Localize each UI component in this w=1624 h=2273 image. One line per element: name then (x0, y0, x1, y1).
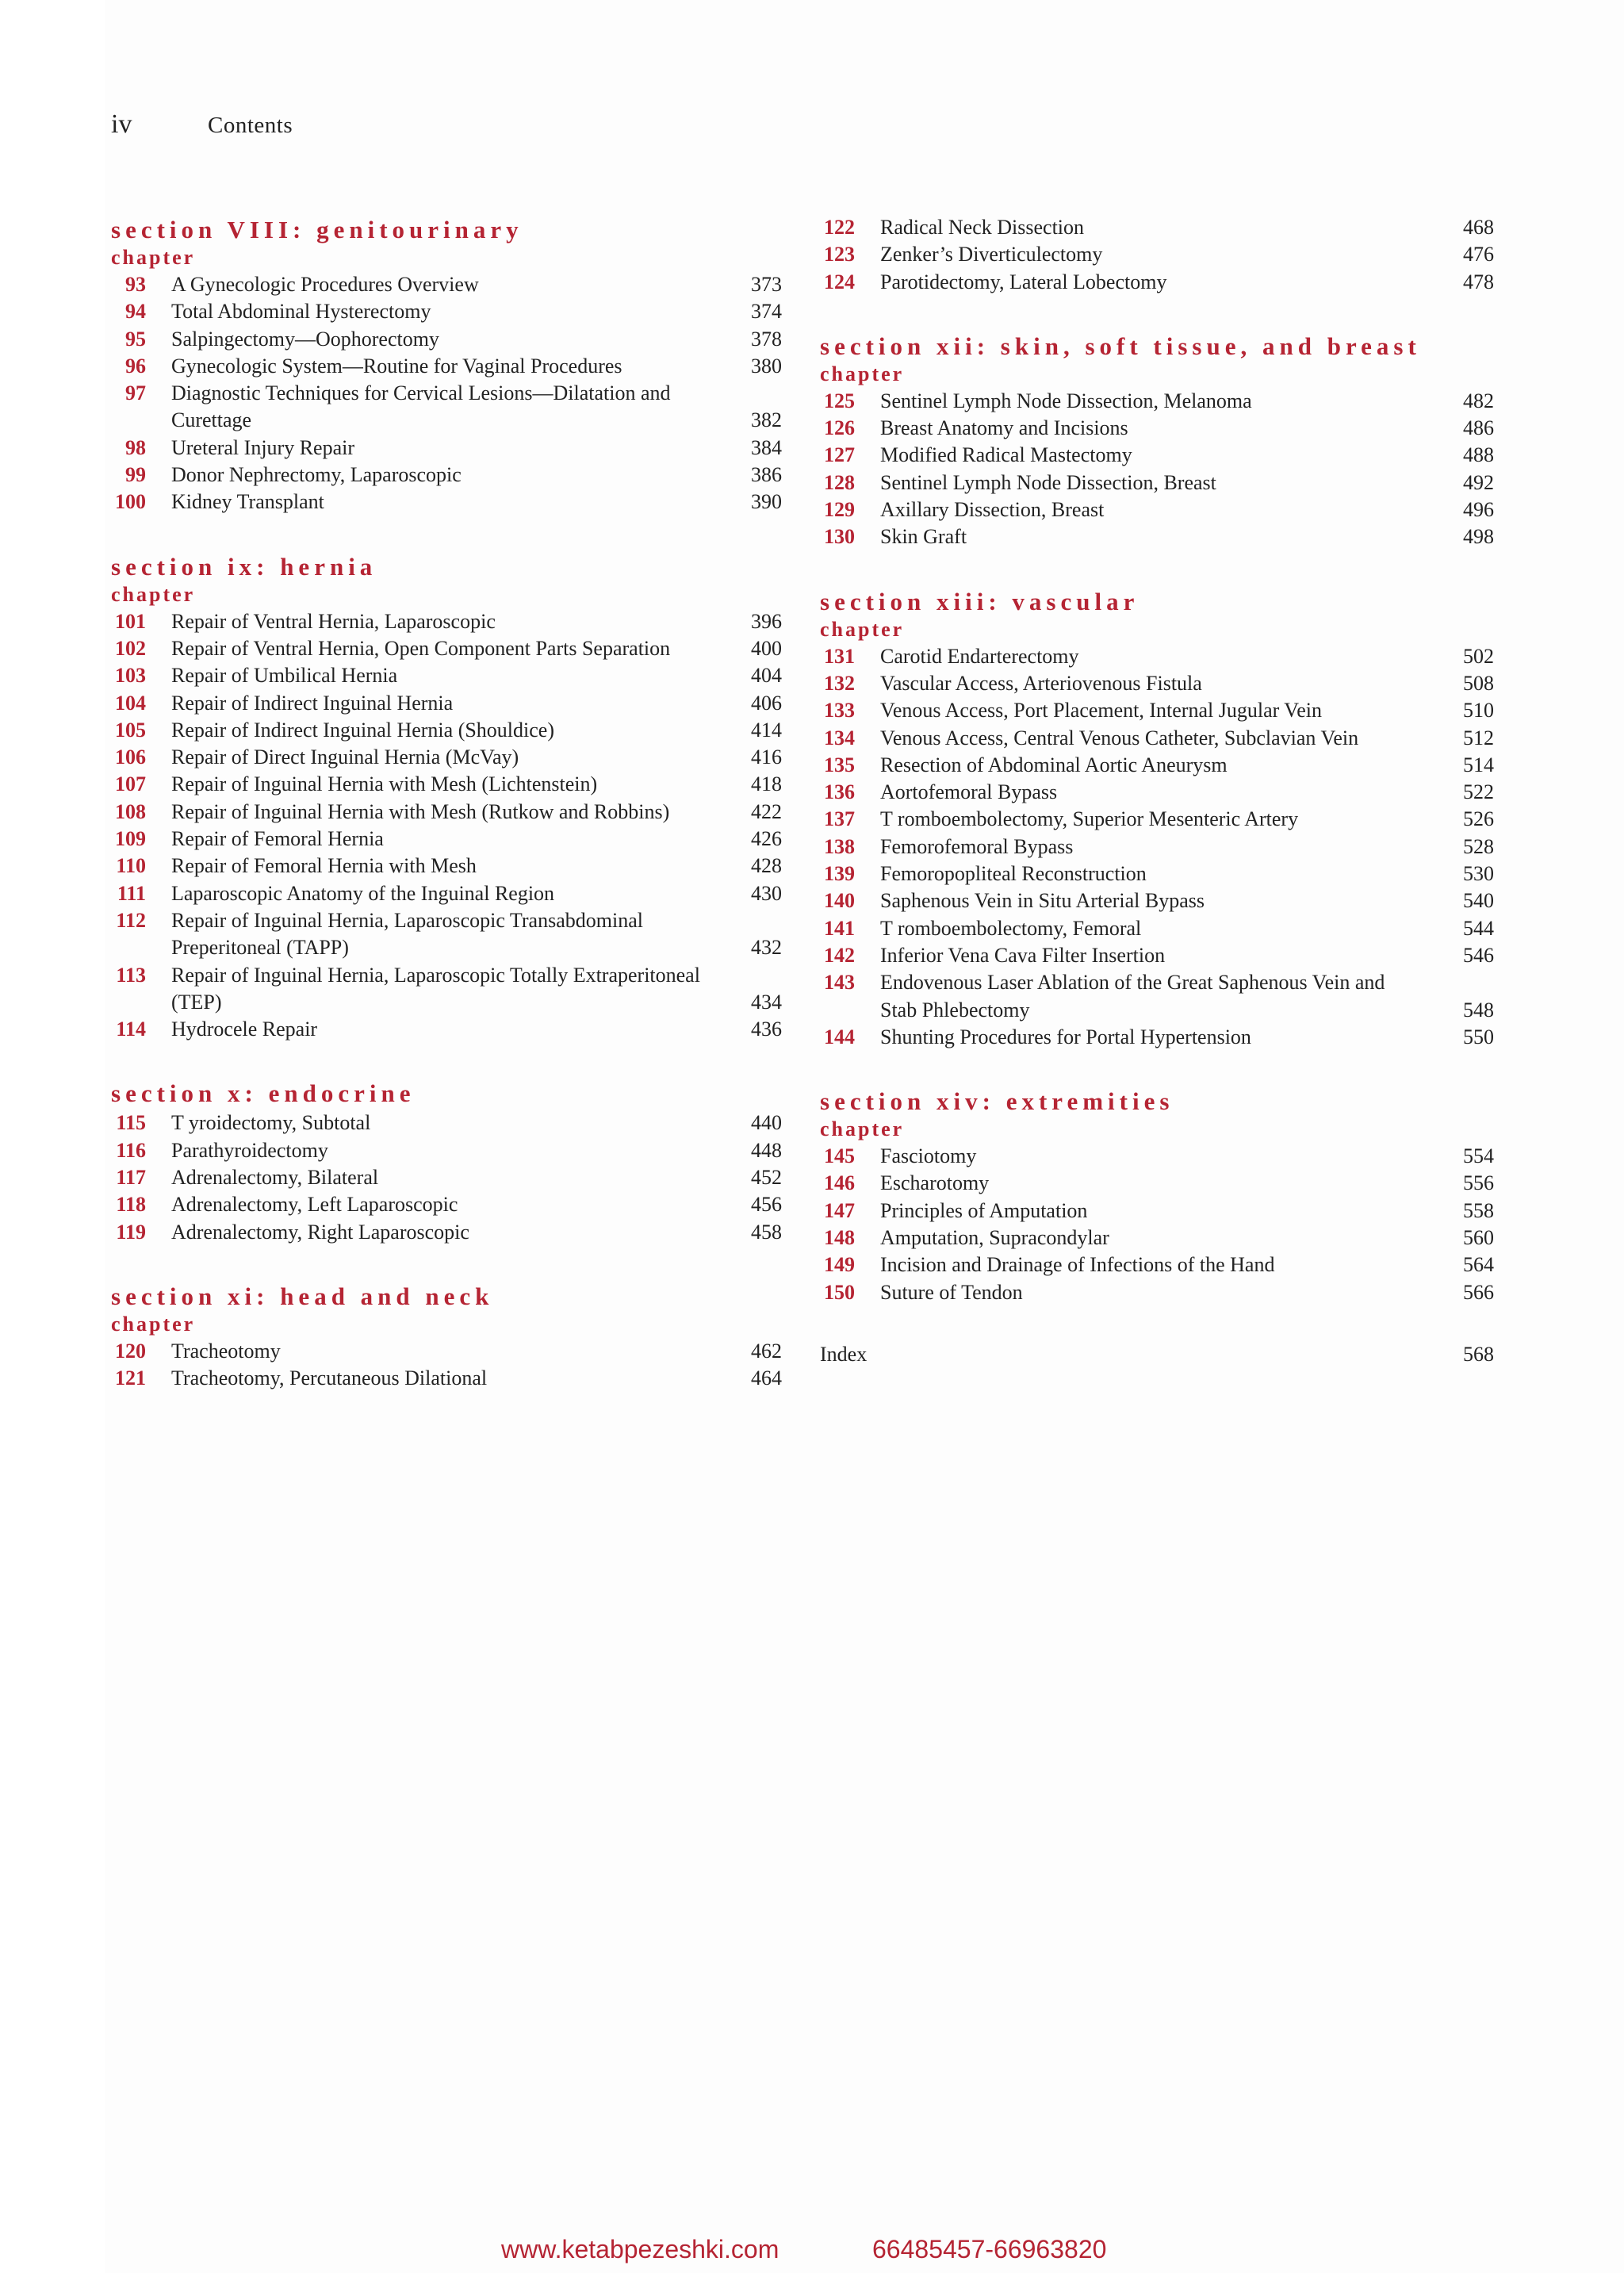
chapter-number: 135 (824, 753, 855, 776)
toc-entry[interactable] (820, 806, 1494, 833)
page-ref: 418 (751, 772, 782, 796)
page-ref: 468 (1463, 216, 1494, 239)
page-ref: 544 (1463, 916, 1494, 940)
toc-entry[interactable] (820, 1170, 1494, 1197)
chapter-number: 115 (116, 1111, 146, 1135)
page-ref: 526 (1463, 807, 1494, 831)
chapter-title: Endovenous Laser Ablation of the Great Saphenous Vein and Stab Phlebectomy (880, 971, 1385, 1022)
toc-entry[interactable] (820, 442, 1494, 469)
toc-entry[interactable] (820, 241, 1494, 268)
page-ref: 486 (1463, 416, 1494, 440)
chapter-number: 97 (125, 381, 146, 405)
chapter-number: 96 (125, 354, 146, 378)
toc-entry[interactable] (820, 915, 1494, 942)
page-ref: 440 (751, 1111, 782, 1135)
chapter-title: T romboembolectomy, Femoral (880, 916, 1142, 940)
chapter-number: 123 (824, 243, 855, 266)
footer-phone: 66485457-66963820 (872, 2235, 1107, 2263)
page-ref: 540 (1463, 889, 1494, 913)
chapter-number: 107 (115, 772, 146, 796)
chapter-title: Tracheotomy (171, 1339, 281, 1363)
toc-entry[interactable] (820, 496, 1494, 523)
chapter-label: chapter (820, 617, 905, 641)
chapter-title: Resection of Abdominal Aortic Aneurysm (880, 753, 1228, 776)
toc-entry[interactable] (820, 523, 1494, 550)
chapter-title: Laparoscopic Anatomy of the Inguinal Region (171, 881, 555, 905)
chapter-number: 137 (824, 807, 855, 831)
section-heading: section xi: head and neck (111, 1282, 494, 1310)
page-ref: 554 (1463, 1144, 1494, 1168)
chapter-title: Repair of Femoral Hernia (171, 827, 384, 851)
chapter-number: 105 (115, 718, 146, 742)
chapter-number: 93 (125, 273, 146, 296)
toc-entry[interactable] (111, 271, 782, 298)
toc-entry[interactable] (111, 826, 782, 853)
chapter-title: Principles of Amputation (880, 1198, 1088, 1222)
toc-entry[interactable] (820, 834, 1494, 861)
chapter-number: 114 (116, 1018, 146, 1041)
chapter-title: Parathyroidectomy (171, 1138, 328, 1162)
chapter-number: 106 (115, 746, 146, 769)
chapter-title: Gynecologic System—Routine for Vaginal Procedures (171, 354, 622, 378)
toc-entry[interactable] (111, 462, 782, 489)
chapter-title: Femoropopliteal Reconstruction (880, 862, 1147, 886)
chapter-title: Incision and Drainage of Infections of the Hand (880, 1253, 1275, 1277)
chapter-number: 120 (115, 1339, 146, 1363)
chapter-number: 146 (824, 1171, 855, 1195)
page-ref: 510 (1463, 699, 1494, 723)
page-ref: 386 (751, 463, 782, 487)
chapter-number: 140 (824, 889, 855, 913)
page-ref: 498 (1463, 525, 1494, 549)
toc-entry[interactable] (820, 725, 1494, 752)
toc-entry[interactable] (820, 415, 1494, 442)
chapter-number: 134 (824, 726, 855, 749)
chapter-title: Diagnostic Techniques for Cervical Lesions—Dilatation and Curettage (171, 381, 671, 432)
page-ref: 428 (751, 854, 782, 878)
page-ref: 566 (1463, 1280, 1494, 1304)
section-heading: section ix: hernia (111, 552, 377, 581)
page-ref: 528 (1463, 834, 1494, 858)
chapter-title: T romboembolectomy, Superior Mesenteric Artery (880, 807, 1299, 831)
chapter-title: Saphenous Vein in Situ Arterial Bypass (880, 889, 1205, 913)
contents-column-left (111, 214, 782, 1428)
chapter-title: Sentinel Lymph Node Dissection, Breast (880, 470, 1216, 494)
toc-entry[interactable] (111, 489, 782, 516)
chapter-number: 101 (115, 609, 146, 633)
chapter-title: Adrenalectomy, Left Laparoscopic (171, 1193, 458, 1217)
chapter-number: 130 (824, 525, 855, 549)
toc-entry[interactable] (820, 269, 1494, 296)
chapter-number: 124 (824, 270, 855, 293)
page-ref: 434 (751, 990, 782, 1014)
chapter-title: Amputation, Supracondylar (880, 1226, 1109, 1250)
page-ref: 436 (751, 1018, 782, 1041)
chapter-number: 100 (115, 490, 146, 514)
chapter-title: Venous Access, Port Placement, Internal Jugular Vein (880, 699, 1322, 723)
chapter-number: 95 (125, 327, 146, 351)
chapter-number: 116 (116, 1138, 146, 1162)
toc-entry[interactable] (111, 1338, 782, 1365)
chapter-title: Salpingectomy—Oophorectomy (171, 327, 439, 351)
chapter-number: 103 (115, 664, 146, 688)
page-ref: 530 (1463, 862, 1494, 886)
page-ref: 380 (751, 354, 782, 378)
page-ref: 414 (751, 718, 782, 742)
page-ref: 514 (1463, 753, 1494, 776)
page-title: Contents (208, 113, 293, 138)
contents-column-right (820, 214, 1494, 1368)
chapter-title: Repair of Inguinal Hernia with Mesh (Lichtenstein) (171, 772, 598, 796)
toc-section (111, 1078, 782, 1245)
page-ref: 502 (1463, 644, 1494, 668)
chapter-number: 118 (116, 1193, 146, 1217)
chapter-number: 117 (116, 1166, 146, 1190)
chapter-title: Repair of Inguinal Hernia with Mesh (Rutkow and Robbins) (171, 799, 670, 823)
chapter-title: Shunting Procedures for Portal Hypertension (880, 1025, 1251, 1048)
chapter-title: Hydrocele Repair (171, 1018, 318, 1041)
chapter-title: Inferior Vena Cava Filter Insertion (880, 943, 1166, 967)
toc-entry[interactable] (820, 887, 1494, 914)
toc-entry[interactable] (111, 690, 782, 717)
chapter-number: 99 (125, 463, 146, 487)
chapter-number: 121 (115, 1366, 146, 1390)
toc-entry[interactable] (111, 744, 782, 771)
page-ref: 548 (1463, 998, 1494, 1022)
toc-entry[interactable] (111, 799, 782, 826)
page-ref: 556 (1463, 1171, 1494, 1195)
chapter-title: Adrenalectomy, Bilateral (171, 1166, 379, 1190)
chapter-number: 126 (824, 416, 855, 440)
toc-entry[interactable] (111, 326, 782, 353)
toc-section (820, 214, 1494, 296)
page-ref: 464 (751, 1366, 782, 1390)
page-ref: 378 (751, 327, 782, 351)
toc-entry[interactable] (111, 1365, 782, 1392)
toc-entry[interactable] (111, 771, 782, 798)
chapter-title: Repair of Indirect Inguinal Hernia (171, 691, 454, 715)
toc-entry[interactable] (820, 969, 1494, 1024)
page-ref: 492 (1463, 470, 1494, 494)
toc-entry[interactable] (111, 1016, 782, 1043)
toc-section (820, 586, 1494, 1051)
chapter-title: Tracheotomy, Percutaneous Dilational (171, 1366, 488, 1390)
page-ref: 456 (751, 1193, 782, 1217)
toc-index-entry[interactable] (820, 1341, 1494, 1368)
chapter-label: chapter (111, 246, 196, 269)
chapter-label: chapter (111, 582, 196, 606)
page-ref: 488 (1463, 443, 1494, 467)
chapter-number: 112 (116, 908, 146, 932)
toc-section (111, 551, 782, 1044)
chapter-number: 139 (824, 862, 855, 886)
chapter-title: Repair of Ventral Hernia, Open Component Parts Separation (171, 636, 671, 660)
page-ref: 512 (1463, 726, 1494, 749)
chapter-number: 141 (824, 916, 855, 940)
chapter-number: 142 (824, 943, 855, 967)
section-heading: section xii: skin, soft tissue, and breast (820, 332, 1421, 360)
toc-entry[interactable] (820, 779, 1494, 806)
toc-entry[interactable] (111, 1164, 782, 1191)
page-ref: 416 (751, 746, 782, 769)
toc-entry[interactable] (111, 962, 782, 1017)
page-ref: 390 (751, 490, 782, 514)
chapter-title: Repair of Inguinal Hernia, Laparoscopic Transabdominal Preperitoneal (TAPP) (171, 908, 643, 960)
toc-section (820, 331, 1494, 551)
page-ref: 422 (751, 799, 782, 823)
toc-entry[interactable] (820, 1198, 1494, 1225)
chapter-title: Escharotomy (880, 1171, 990, 1195)
toc-entry[interactable] (111, 907, 782, 962)
chapter-title: Breast Anatomy and Incisions (880, 416, 1128, 440)
page-ref: 564 (1463, 1253, 1494, 1277)
page-ref: 522 (1463, 780, 1494, 804)
page-ref: 406 (751, 691, 782, 715)
chapter-title: Venous Access, Central Venous Catheter, Subclavian Vein (880, 726, 1359, 749)
page-ref: 396 (751, 609, 782, 633)
toc-section (111, 1281, 782, 1393)
chapter-title: Donor Nephrectomy, Laparoscopic (171, 463, 462, 487)
section-heading: section x: endocrine (111, 1079, 416, 1108)
chapter-number: 131 (824, 644, 855, 668)
page-ref: 496 (1463, 498, 1494, 522)
chapter-title: Fasciotomy (880, 1144, 977, 1168)
chapter-title: Zenker’s Diverticulectomy (880, 243, 1103, 266)
chapter-number: 133 (824, 699, 855, 723)
page-ref: 546 (1463, 943, 1494, 967)
toc-entry[interactable] (820, 752, 1494, 779)
chapter-number: 150 (824, 1280, 855, 1304)
section-heading: section xiii: vascular (820, 587, 1139, 615)
page-ref: 432 (751, 936, 782, 960)
chapter-number: 144 (824, 1025, 855, 1048)
chapter-number: 109 (115, 827, 146, 851)
toc-entry[interactable] (820, 1143, 1494, 1170)
page-ref: 476 (1463, 243, 1494, 266)
toc-entry[interactable] (820, 388, 1494, 415)
page-ref: 452 (751, 1166, 782, 1190)
chapter-label: chapter (111, 1312, 196, 1336)
chapter-number: 119 (116, 1220, 146, 1244)
index-page-ref: 568 (1463, 1342, 1494, 1366)
page-ref: 560 (1463, 1226, 1494, 1250)
page-number: iv (111, 109, 132, 139)
chapter-title: Suture of Tendon (880, 1280, 1023, 1304)
chapter-title: Kidney Transplant (171, 490, 324, 514)
chapter-number: 111 (117, 881, 146, 905)
page-ref: 550 (1463, 1025, 1494, 1048)
chapter-number: 136 (824, 780, 855, 804)
toc-entry[interactable] (111, 662, 782, 689)
toc-entry[interactable] (820, 1024, 1494, 1051)
toc-entry[interactable] (111, 608, 782, 635)
toc-entry[interactable] (111, 1137, 782, 1164)
page-ref: 482 (1463, 389, 1494, 412)
chapter-number: 102 (115, 636, 146, 660)
page-ref: 508 (1463, 671, 1494, 695)
chapter-title: Vascular Access, Arteriovenous Fistula (880, 671, 1202, 695)
chapter-number: 143 (824, 971, 855, 995)
page-ref: 400 (751, 636, 782, 660)
chapter-title: Modified Radical Mastectomy (880, 443, 1132, 467)
chapter-number: 148 (824, 1226, 855, 1250)
chapter-title: Femorofemoral Bypass (880, 834, 1074, 858)
chapter-label: chapter (820, 362, 905, 385)
section-heading: section VIII: genitourinary (111, 216, 523, 243)
chapter-title: Axillary Dissection, Breast (880, 498, 1105, 522)
toc-section (111, 214, 782, 516)
page-ref: 558 (1463, 1198, 1494, 1222)
chapter-number: 138 (824, 834, 855, 858)
chapter-title: Aortofemoral Bypass (880, 780, 1058, 804)
chapter-title: Adrenalectomy, Right Laparoscopic (171, 1220, 469, 1244)
chapter-number: 110 (116, 854, 146, 878)
toc-entry[interactable] (820, 1225, 1494, 1251)
page-ref: 382 (751, 408, 782, 432)
chapter-number: 128 (824, 470, 855, 494)
page-ref: 404 (751, 664, 782, 688)
toc-entry[interactable] (111, 717, 782, 744)
toc-entry[interactable] (111, 853, 782, 880)
chapter-number: 94 (125, 300, 146, 324)
toc-entry[interactable] (820, 1279, 1494, 1306)
chapter-number: 127 (824, 443, 855, 467)
footer-website[interactable]: www.ketabpezeshki.com (501, 2235, 779, 2263)
chapter-title: A Gynecologic Procedures Overview (171, 273, 479, 296)
toc-entry[interactable] (111, 435, 782, 462)
chapter-number: 104 (115, 691, 146, 715)
chapter-title: Repair of Umbilical Hernia (171, 664, 398, 688)
chapter-number: 125 (824, 389, 855, 412)
chapter-title: Ureteral Injury Repair (171, 435, 355, 459)
chapter-number: 122 (824, 216, 855, 239)
toc-entry[interactable] (111, 1219, 782, 1246)
chapter-number: 132 (824, 671, 855, 695)
chapter-number: 113 (116, 963, 146, 987)
toc-entry[interactable] (820, 670, 1494, 697)
page-ref: 426 (751, 827, 782, 851)
toc-entry[interactable] (820, 470, 1494, 496)
toc-entry[interactable] (820, 942, 1494, 969)
toc-entry[interactable] (111, 298, 782, 325)
chapter-title: Repair of Indirect Inguinal Hernia (Shouldice) (171, 718, 554, 742)
chapter-number: 147 (824, 1198, 855, 1222)
chapter-label: chapter (820, 1117, 905, 1141)
toc-entry[interactable] (111, 380, 782, 435)
page-ref: 478 (1463, 270, 1494, 293)
toc-entry[interactable] (111, 1191, 782, 1218)
toc-entry[interactable] (111, 880, 782, 907)
chapter-title: Repair of Femoral Hernia with Mesh (171, 854, 477, 878)
toc-entry[interactable] (820, 697, 1494, 724)
footer (0, 2235, 1624, 2267)
chapter-title: Repair of Inguinal Hernia, Laparoscopic Totally Extraperitoneal (TEP) (171, 963, 700, 1014)
page-ref: 462 (751, 1339, 782, 1363)
page-ref: 458 (751, 1220, 782, 1244)
toc-entry[interactable] (111, 353, 782, 380)
chapter-title: Repair of Direct Inguinal Hernia (McVay) (171, 746, 519, 769)
chapter-number: 149 (824, 1253, 855, 1277)
toc-entry[interactable] (111, 635, 782, 662)
chapter-number: 108 (115, 799, 146, 823)
index-label: Index (820, 1342, 868, 1366)
toc-entry[interactable] (820, 643, 1494, 670)
page-ref: 374 (751, 300, 782, 324)
chapter-title: Sentinel Lymph Node Dissection, Melanoma (880, 389, 1252, 412)
page-ref: 430 (751, 881, 782, 905)
chapter-title: Skin Graft (880, 525, 967, 549)
page-ref: 373 (751, 273, 782, 296)
chapter-title: Parotidectomy, Lateral Lobectomy (880, 270, 1167, 293)
chapter-number: 145 (824, 1144, 855, 1168)
chapter-title: Carotid Endarterectomy (880, 644, 1079, 668)
chapter-number: 98 (125, 435, 146, 459)
chapter-title: Repair of Ventral Hernia, Laparoscopic (171, 609, 496, 633)
toc-section (820, 1086, 1494, 1306)
toc-entry[interactable] (820, 861, 1494, 887)
page-ref: 448 (751, 1138, 782, 1162)
toc-entry[interactable] (111, 1110, 782, 1136)
page-ref: 384 (751, 435, 782, 459)
chapter-title: Total Abdominal Hysterectomy (171, 300, 431, 324)
chapter-title: Radical Neck Dissection (880, 216, 1085, 239)
chapter-title: T yroidectomy, Subtotal (171, 1111, 371, 1135)
toc-entry[interactable] (820, 1251, 1494, 1278)
toc-entry[interactable] (820, 214, 1494, 241)
section-heading: section xiv: extremities (820, 1087, 1174, 1116)
chapter-number: 129 (824, 498, 855, 522)
